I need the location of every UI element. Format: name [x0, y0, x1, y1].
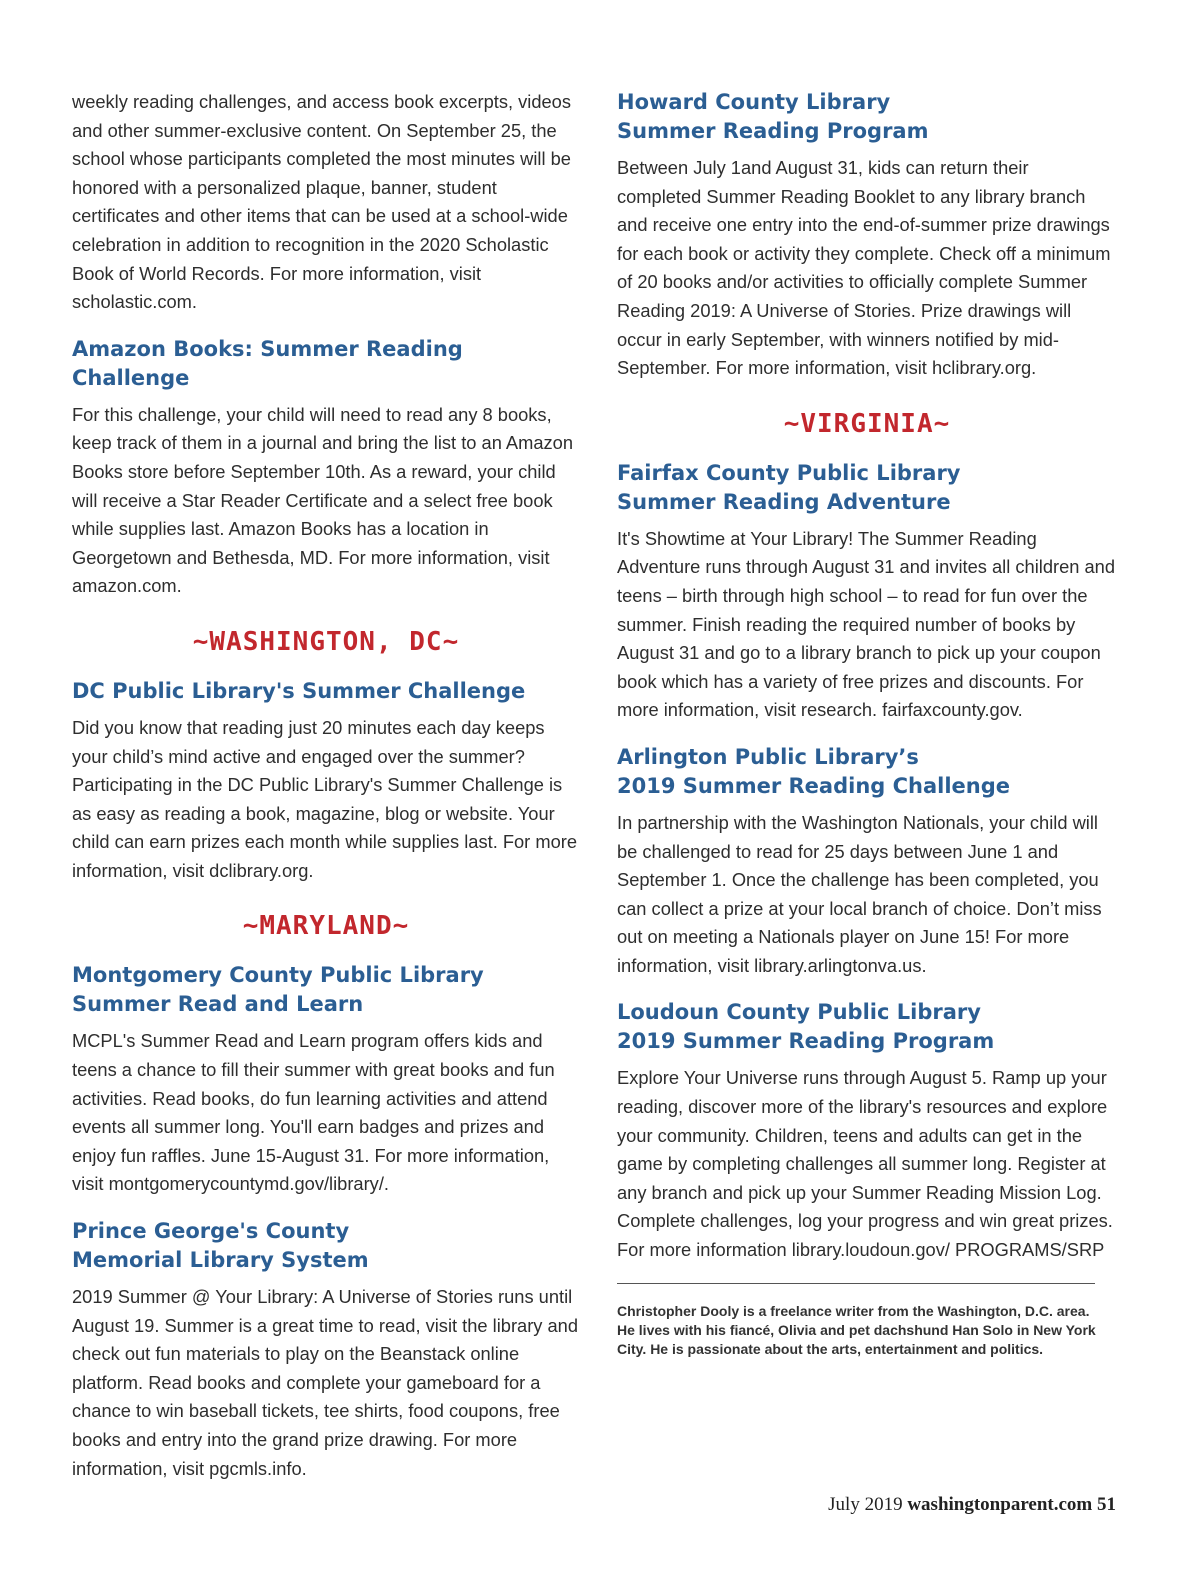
loudoun-paragraph: Explore Your Universe runs through August 5. Ramp up your reading, discover more of the library's resources and explore your community. Children, teens and adults can get in the game by completing challenges all summer long. Register at any branch and pick up your Summer Reading Mission Log. Complete challenges, log your progress and win great prizes. For more information library.loudoun.gov/ PROGRAMS/SRP: [617, 1067, 1113, 1261]
fairfax-paragraph: It's Showtime at Your Library! The Summer Reading Adventure runs through August 31 and invites all children and teens – birth through high school – to read for fun over the summer. Finish reading the required number of books by August 31 and go to a library branch to pick up your coupon book which has a variety of free prizes and discounts. For more information, visit research. fairfaxcounty.gov.: [617, 527, 1115, 721]
region-maryland: ~MARYLAND~: [242, 911, 410, 942]
fairfax-heading-line2: Summer Reading Adventure: [617, 489, 951, 514]
left-column: [72, 88, 580, 1483]
arlington-paragraph: In partnership with the Washington Nationals, your child will be challenged to read for 25 days between June 1 and September 1. Once the challenge has been completed, you can collect a prize at your local branch of choice. Don’t miss out on meeting a Nationals player on June 15! For more information, visit library.arlingtonva.us.: [617, 811, 1102, 976]
prince-georges-heading-line1: Prince George's County: [72, 1219, 350, 1244]
footer-site: washingtonparent.com: [907, 1494, 1093, 1515]
loudoun-heading: [617, 998, 1117, 1056]
montgomery-heading-line1: Montgomery County Public Library: [72, 963, 484, 988]
region-washington-dc: ~WASHINGTON, DC~: [192, 626, 460, 657]
arlington-heading-line2: 2019 Summer Reading Challenge: [617, 773, 1011, 798]
loudoun-heading-line2: 2019 Summer Reading Program: [617, 1029, 995, 1054]
montgomery-heading-line2: Summer Read and Learn: [72, 992, 364, 1017]
page-footer: [828, 1494, 1116, 1516]
amazon-paragraph: For this challenge, your child will need to read any 8 books, keep track of them in a journal and bring the list to an Amazon Books store before September 10th. As a reward, your child will receive a Star Reader Certificate and a select free book while supplies last. Amazon Books has a location in Georgetown and Bethesda, MD. For more information, visit amazon.com.: [72, 403, 573, 597]
montgomery-paragraph: MCPL's Summer Read and Learn program offers kids and teens a chance to fill their summer with great books and fun activities. Read books, do fun learning activities and attend events all summer long. You'll earn badges and prizes and enjoy fun raffles. June 15-August 31. For more information, visit montgomerycountymd.gov/library/.: [72, 1030, 555, 1195]
loudoun-heading-line1: Loudoun County Public Library: [617, 1000, 981, 1025]
page-number: 51: [1097, 1494, 1116, 1515]
howard-heading: [617, 88, 1117, 146]
amazon-heading: Amazon Books: Summer Reading Challenge: [72, 336, 463, 390]
prince-georges-heading: [72, 1217, 580, 1275]
arlington-heading: [617, 743, 1117, 801]
howard-paragraph: Between July 1and August 31, kids can return their completed Summer Reading Booklet to any library branch and receive one entry into the end-of-summer prize drawings for each book or activity they complete. Check off a minimum of 20 books and/or activities to officially complete Summer Reading 2019: A Universe of Stories. Prize drawings will occur in early September, with winners notified by mid-September. For more information, visit hclibrary.org.: [617, 157, 1111, 379]
prince-georges-paragraph: 2019 Summer @ Your Library: A Universe of Stories runs until August 19. Summer is a great time to read, visit the library and check out fun materials to play on the Beanstack online platform. Read books and complete your gameboard for a chance to win baseball tickets, tee shirts, food coupons, free books and entry into the grand prize drawing. For more information, visit pgcmls.info.: [72, 1286, 579, 1479]
howard-heading-line1: Howard County Library: [617, 90, 891, 114]
dc-library-heading: DC Public Library's Summer Challenge: [72, 678, 526, 703]
region-virginia: ~VIRGINIA~: [783, 408, 951, 439]
intro-paragraph: weekly reading challenges, and access book excerpts, videos and other summer-exclusive content. On September 25, the school whose participants completed the most minutes will be honored with a personalized plaque, banner, student certificates and other items that can be used at a school-wide celebration in addition to recognition in the 2020 Scholastic Book of World Records. For more information, visit scholastic.com.: [72, 91, 571, 313]
montgomery-heading: [72, 961, 580, 1019]
arlington-heading-line1: Arlington Public Library’s: [617, 744, 919, 769]
fairfax-heading: [617, 459, 1117, 517]
howard-heading-line2: Summer Reading Program: [617, 119, 929, 143]
prince-georges-heading-line2: Memorial Library System: [72, 1248, 369, 1273]
right-column: [617, 88, 1117, 1359]
dc-library-paragraph: Did you know that reading just 20 minutes each day keeps your child’s mind active and engaged over the summer? Participating in the DC Public Library's Summer Challenge is as easy as reading a book, magazine, blog or website. Your child can earn prizes each month while supplies last. For more information, visit dclibrary.org.: [72, 716, 578, 881]
author-bio: Christopher Dooly is a freelance writer from the Washington, D.C. area. He lives with his fiancé, Olivia and pet dachshund Han Solo in New York City. He is passionate about the arts, entertainment and politics.: [617, 1302, 1096, 1357]
footer-date: July 2019: [828, 1494, 903, 1515]
fairfax-heading-line1: Fairfax County Public Library: [617, 460, 961, 485]
